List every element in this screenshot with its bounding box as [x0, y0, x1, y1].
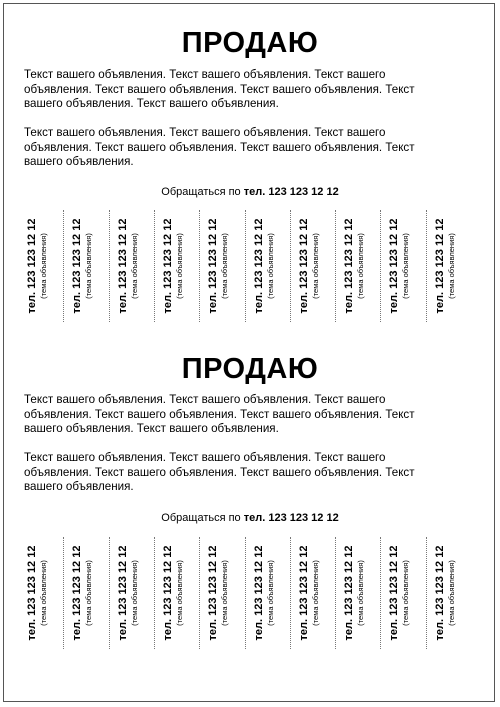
section-2-tear-off-tabs — [0, 537, 500, 649]
section-2-paragraph-1: Текст вашего объявления. Текст вашего объявления. Текст вашего объявления. Текст вашего объявления. Текст вашего объявления. Текст вашего объявления. Текст вашего объявления. — [24, 393, 415, 435]
tab-topic: (тема объявления) — [84, 560, 94, 626]
contact-prefix: Обращаться по — [161, 186, 241, 198]
tear-off-tab — [245, 537, 291, 649]
tear-off-tab — [335, 210, 381, 322]
tab-topic: (тема объявления) — [174, 560, 184, 626]
section-1-tear-off-tabs — [0, 210, 500, 322]
contact-phone: тел. 123 123 12 12 — [243, 186, 339, 198]
tab-topic: (тема объявления) — [356, 233, 366, 299]
section-1-contact-line — [0, 185, 500, 199]
tear-off-tab — [154, 537, 200, 649]
tab-phone: тел. 123 123 12 12 — [116, 218, 129, 314]
tab-phone: тел. 123 123 12 12 — [116, 545, 129, 641]
tab-phone: тел. 123 123 12 12 — [71, 545, 84, 641]
tab-phone: тел. 123 123 12 12 — [71, 218, 84, 314]
section-1-title: ПРОДАЮ — [181, 27, 319, 59]
tab-topic: (тема объявления) — [401, 560, 411, 626]
tab-topic: (тема объявления) — [446, 233, 456, 299]
tab-phone: тел. 123 123 12 12 — [207, 545, 220, 641]
tab-topic: (тема объявления) — [129, 233, 139, 299]
tear-off-tab — [380, 537, 426, 649]
tab-topic: (тема объявления) — [220, 560, 230, 626]
tab-phone: тел. 123 123 12 12 — [26, 545, 38, 641]
tab-topic: (тема объявления) — [310, 560, 320, 626]
section-2-paragraph-2: Текст вашего объявления. Текст вашего объявления. Текст вашего объявления. Текст вашего объявления. Текст вашего объявления. Текст вашего объявления. — [24, 451, 415, 493]
tab-topic: (тема объявления) — [220, 233, 230, 299]
tab-topic: (тема объявления) — [265, 560, 275, 626]
tear-off-tab — [380, 210, 426, 322]
tab-phone: тел. 123 123 12 12 — [388, 545, 401, 641]
tab-topic: (тема объявления) — [174, 233, 184, 299]
tab-phone: тел. 123 123 12 12 — [343, 545, 356, 641]
tear-off-tab — [63, 210, 109, 322]
tear-off-tab — [245, 210, 291, 322]
section-1-paragraph-1: Текст вашего объявления. Текст вашего объявления. Текст вашего объявления. Текст вашего объявления. Текст вашего объявления. Текст вашего объявления. Текст вашего объявления. — [24, 68, 415, 110]
tab-phone: тел. 123 123 12 12 — [388, 218, 401, 314]
tab-topic: (тема объявления) — [129, 560, 139, 626]
tear-off-tab — [199, 210, 245, 322]
tear-off-tab — [426, 210, 472, 322]
tear-off-tab — [18, 210, 64, 322]
tab-phone: тел. 123 123 12 12 — [26, 218, 38, 314]
section-2-contact-line — [0, 511, 500, 525]
tear-off-tab — [109, 210, 155, 322]
contact-prefix: Обращаться по — [161, 512, 241, 524]
tab-topic: (тема объявления) — [401, 233, 411, 299]
tab-topic: (тема объявления) — [310, 233, 320, 299]
tab-phone: тел. 123 123 12 12 — [433, 545, 446, 641]
tab-phone: тел. 123 123 12 12 — [252, 545, 265, 641]
tear-off-tab — [109, 537, 155, 649]
tab-phone: тел. 123 123 12 12 — [343, 218, 356, 314]
tear-off-tab — [154, 210, 200, 322]
tab-phone: тел. 123 123 12 12 — [161, 218, 174, 314]
section-1-paragraph-2: Текст вашего объявления. Текст вашего объявления. Текст вашего объявления. Текст вашего объявления. Текст вашего объявления. Текст вашего объявления. — [24, 126, 415, 168]
tab-topic: (тема объявления) — [446, 560, 456, 626]
tab-phone: тел. 123 123 12 12 — [252, 218, 265, 314]
tear-off-tab — [199, 537, 245, 649]
tear-off-tab — [290, 537, 336, 649]
tear-off-tab — [63, 537, 109, 649]
tab-phone: тел. 123 123 12 12 — [207, 218, 220, 314]
tab-topic: (тема объявления) — [356, 560, 366, 626]
tear-off-tab — [426, 537, 472, 649]
tear-off-tab — [18, 537, 64, 649]
tab-topic: (тема объявления) — [265, 233, 275, 299]
tab-phone: тел. 123 123 12 12 — [161, 545, 174, 641]
tab-phone: тел. 123 123 12 12 — [297, 545, 310, 641]
tab-topic: (тема объявления) — [39, 560, 48, 626]
tear-off-tab — [290, 210, 336, 322]
tab-phone: тел. 123 123 12 12 — [433, 218, 446, 314]
tear-off-tab — [335, 537, 381, 649]
tab-topic: (тема объявления) — [39, 233, 48, 299]
tab-topic: (тема объявления) — [84, 233, 94, 299]
section-2-title: ПРОДАЮ — [181, 353, 319, 385]
tab-phone: тел. 123 123 12 12 — [297, 218, 310, 314]
contact-phone: тел. 123 123 12 12 — [243, 512, 339, 524]
